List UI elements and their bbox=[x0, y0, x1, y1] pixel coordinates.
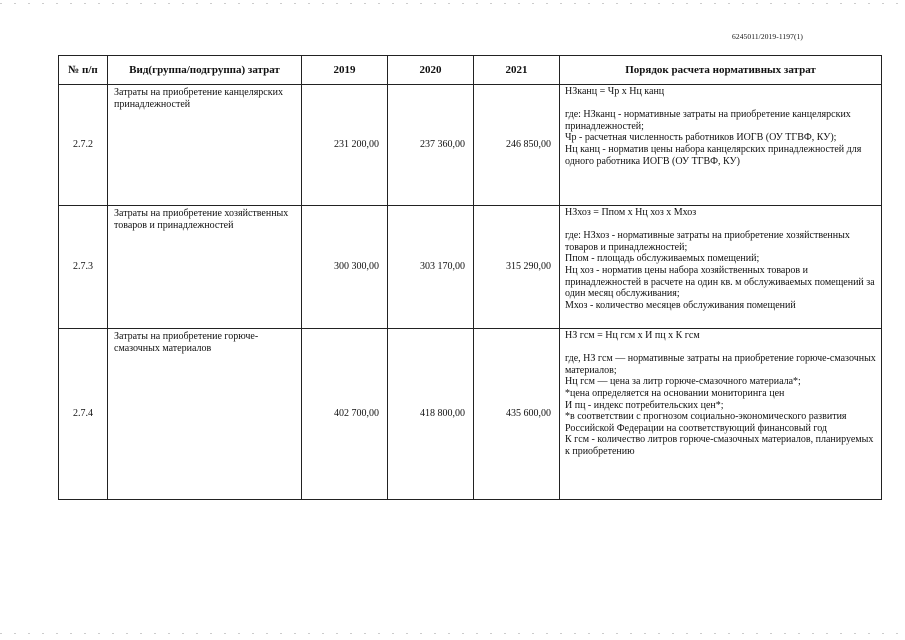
header-cost-type: Вид(группа/подгруппа) затрат bbox=[108, 56, 302, 85]
header-calculation-order: Порядок расчета нормативных затрат bbox=[560, 56, 882, 85]
calculation-order-cell bbox=[560, 85, 882, 206]
value-2020: 418 800,00 bbox=[388, 329, 474, 500]
row-number: 2.7.4 bbox=[59, 329, 108, 500]
formula-note: Нц гсм — цена за литр горюче-смазочного материала*; bbox=[565, 376, 801, 388]
formula: НЗ гсм = Нц гсм х И пц х К гсм bbox=[565, 330, 700, 341]
scan-noise-top bbox=[0, 3, 905, 4]
value-2021: 315 290,00 bbox=[474, 206, 560, 329]
calculation-order-cell bbox=[560, 206, 882, 329]
scan-noise-bottom bbox=[0, 633, 905, 634]
document-number: 6245011/2019-1197(1) bbox=[732, 32, 804, 41]
formula-note: Нц хоз - норматив цены набора хозяйственных товаров и принадлежностей в расчете на один кв. м обслуживаемых помещений за один месяц обслуживания; bbox=[565, 264, 875, 300]
formula-note: И пц - индекс потребительских цен*; bbox=[565, 399, 724, 411]
formula-note: Чр - расчетная численность работников ИОГВ (ОУ ТГВФ, КУ); bbox=[565, 132, 837, 144]
formula-note: Мхоз - количество месяцев обслуживания помещений bbox=[565, 299, 796, 311]
cost-type-cell: Затраты на приобретение хозяйственных товаров и принадлежностей bbox=[108, 206, 302, 329]
header-2019: 2019 bbox=[302, 56, 388, 85]
table-row bbox=[59, 206, 882, 329]
header-2020: 2020 bbox=[388, 56, 474, 85]
value-2021: 246 850,00 bbox=[474, 85, 560, 206]
value-2021: 435 600,00 bbox=[474, 329, 560, 500]
formula-note: *цена определяется на основании мониторинга цен bbox=[565, 387, 785, 399]
header-2021: 2021 bbox=[474, 56, 560, 85]
cost-table bbox=[58, 55, 882, 500]
table-header-row bbox=[59, 56, 882, 85]
header-num: № п/п bbox=[59, 56, 108, 85]
formula: НЗхоз = Ппом х Нц хоз х Мхоз bbox=[565, 207, 697, 218]
row-number: 2.7.2 bbox=[59, 85, 108, 206]
formula: НЗканц = Чр х Нц канц bbox=[565, 86, 665, 97]
cost-type-cell: Затраты на приобретение горюче-смазочных материалов bbox=[108, 329, 302, 500]
row-number: 2.7.3 bbox=[59, 206, 108, 329]
formula-note: где, НЗ гсм — нормативные затраты на приобретение горюче-смазочных материалов; bbox=[565, 353, 876, 376]
value-2019: 231 200,00 bbox=[302, 85, 388, 206]
table-row bbox=[59, 329, 882, 500]
value-2020: 237 360,00 bbox=[388, 85, 474, 206]
formula-note: Нц канц - норматив цены набора канцелярских принадлежностей для одного работника ИОГВ (ОУ ТГВФ, КУ) bbox=[565, 143, 862, 167]
table-row bbox=[59, 85, 882, 206]
value-2020: 303 170,00 bbox=[388, 206, 474, 329]
formula-note: К гсм - количество литров горюче-смазочных материалов, планируемых к приобретению bbox=[565, 434, 874, 457]
formula-note: Ппом - площадь обслуживаемых помещений; bbox=[565, 253, 760, 265]
calculation-order-cell bbox=[560, 329, 882, 500]
formula-note: *в соответствии с прогнозом социально-экономического развития Российской Федерации на соответствующий финансовый год bbox=[565, 411, 847, 434]
cost-type-cell: Затраты на приобретение канцелярских принадлежностей bbox=[108, 85, 302, 206]
value-2019: 300 300,00 bbox=[302, 206, 388, 329]
formula-note: где: НЗканц - нормативные затраты на приобретение канцелярских принадлежностей; bbox=[565, 109, 851, 132]
formula-note: где: НЗхоз - нормативные затраты на приобретение хозяйственных товаров и принадлежностей; bbox=[565, 230, 850, 253]
value-2019: 402 700,00 bbox=[302, 329, 388, 500]
